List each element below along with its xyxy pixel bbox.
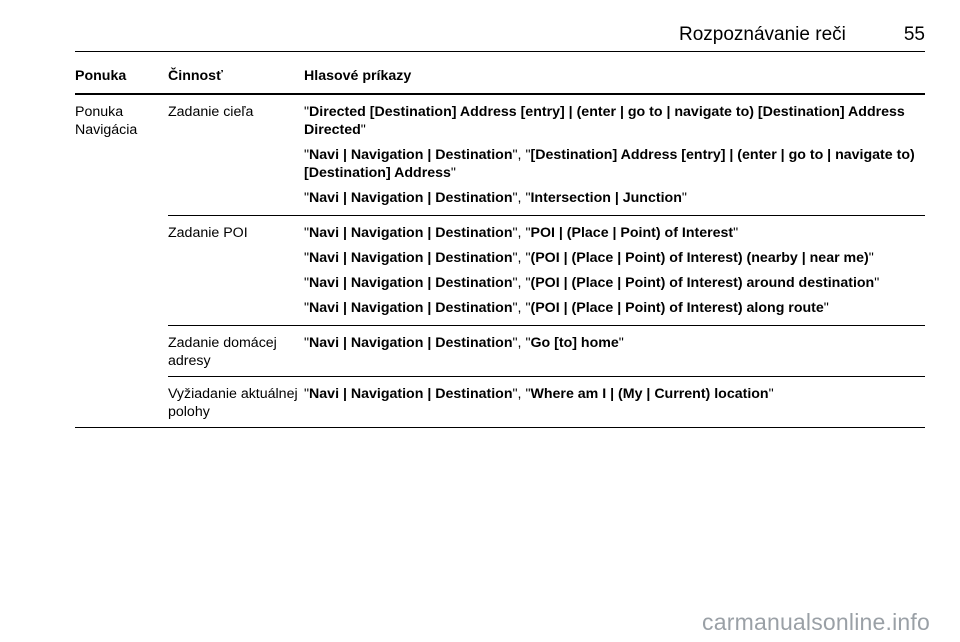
command-phrase: Navi | Navigation | Destination <box>309 300 513 316</box>
action-cell: Zadanie POI <box>168 225 248 241</box>
table-row <box>168 95 925 216</box>
menu-cell <box>75 95 168 427</box>
command-phrase: (POI | (Place | Point) of Interest) (nearby | near me) <box>530 250 869 266</box>
command-phrase: Directed [Destination] Address [entry] | (enter | go to | navigate to) [Destination] Address Directed <box>304 104 905 138</box>
command-phrase: Navi | Navigation | Destination <box>309 335 513 351</box>
action-cell: Zadanie domácej adresy <box>168 335 277 369</box>
command-phrase: POI | (Place | Point) of Interest <box>530 225 734 241</box>
command-phrase: Intersection | Junction <box>530 190 682 206</box>
table-row <box>168 377 925 427</box>
voice-command: "Navi | Navigation | Destination", "POI | (Place | Point) of Interest" <box>304 225 739 241</box>
commands-cell <box>304 103 925 209</box>
commands-cell <box>304 385 925 421</box>
commands-cell <box>304 334 925 370</box>
table-header <box>75 67 925 95</box>
voice-command: "Navi | Navigation | Destination", "(POI | (Place | Point) of Interest) along route" <box>304 300 829 316</box>
action-cell: Vyžiadanie aktuálnej polohy <box>168 386 298 420</box>
menu-label-line1: Ponuka <box>75 104 124 120</box>
page-header <box>75 24 925 52</box>
command-phrase: (POI | (Place | Point) of Interest) around destination <box>530 275 875 291</box>
watermark: carmanualsonline.info <box>702 609 930 635</box>
voice-command: "Navi | Navigation | Destination", "Go [to] home" <box>304 335 624 351</box>
command-phrase: Go [to] home <box>530 335 619 351</box>
action-cell: Zadanie cieľa <box>168 104 254 120</box>
page-number: 55 <box>903 24 925 45</box>
command-phrase: Navi | Navigation | Destination <box>309 275 513 291</box>
voice-command: "Directed [Destination] Address [entry] | (enter | go to | navigate to) [Destination] Address Directed" <box>304 104 905 138</box>
commands-cell <box>304 224 925 319</box>
table-row <box>168 326 925 377</box>
command-phrase: Navi | Navigation | Destination <box>309 386 513 402</box>
voice-commands-table <box>75 67 925 428</box>
voice-command: "Navi | Navigation | Destination", "(POI | (Place | Point) of Interest) around destination" <box>304 275 880 291</box>
command-phrase: Where am I | (My | Current) location <box>530 386 769 402</box>
table-row <box>168 216 925 326</box>
column-header-commands: Hlasové príkazy <box>304 68 412 84</box>
section-title: Rozpoznávanie reči <box>678 24 846 45</box>
voice-command: "Navi | Navigation | Destination", "Intersection | Junction" <box>304 190 687 206</box>
command-phrase: [Destination] Address [entry] | (enter | go to | navigate to) [Destination] Address <box>304 147 915 181</box>
command-phrase: Navi | Navigation | Destination <box>309 225 513 241</box>
command-phrase: Navi | Navigation | Destination <box>309 250 513 266</box>
column-header-action: Činnosť <box>168 68 223 84</box>
command-phrase: (POI | (Place | Point) of Interest) along route <box>530 300 824 316</box>
action-rows <box>168 95 925 427</box>
voice-command: "Navi | Navigation | Destination", "Where am I | (My | Current) location" <box>304 386 774 402</box>
command-phrase: Navi | Navigation | Destination <box>309 190 513 206</box>
menu-group-navigation <box>75 95 925 428</box>
voice-command: "Navi | Navigation | Destination", "[Destination] Address [entry] | (enter | go to | navigate to) [Destination] Address" <box>304 147 915 181</box>
menu-label-line2: Navigácia <box>75 122 138 138</box>
voice-command: "Navi | Navigation | Destination", "(POI | (Place | Point) of Interest) (nearby | near me)" <box>304 250 874 266</box>
command-phrase: Navi | Navigation | Destination <box>309 147 513 163</box>
column-header-menu: Ponuka <box>75 68 127 84</box>
